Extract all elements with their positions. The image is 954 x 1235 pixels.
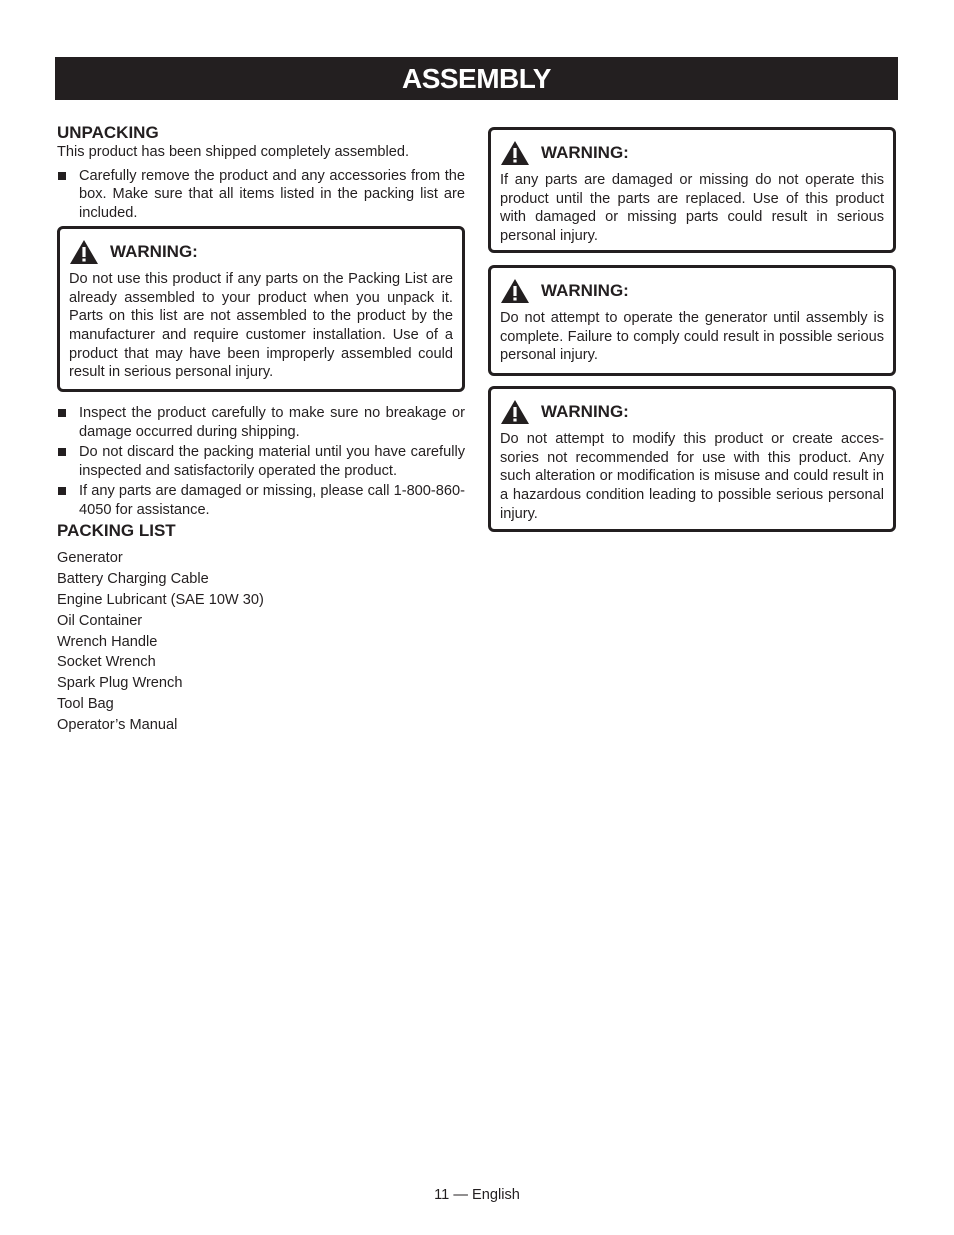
left-column	[57, 123, 465, 736]
unpacking-bullets-after	[57, 404, 465, 520]
page-title: ASSEMBLY	[401, 62, 551, 94]
warning-triangle-icon	[500, 399, 530, 425]
list-item: Wrench Handle	[57, 633, 158, 650]
warning-triangle-icon	[500, 278, 530, 304]
list-item: Inspect the product carefully to make sure no breakage or damage occurred during shipping.	[57, 404, 465, 441]
list-item: Tool Bag	[57, 696, 114, 712]
square-bullet-icon	[58, 409, 66, 417]
list-item: Socket Wrench	[57, 654, 156, 671]
warning-header	[500, 399, 884, 425]
packing-list-heading: PACKING LIST	[57, 521, 176, 541]
warning-title: WARNING:	[541, 402, 629, 421]
warning-text: Do not attempt to operate the generator until assembly is complete. Failure to comply could result in possible serious personal injury.	[500, 310, 884, 364]
list-item: Do not discard the packing material until you have carefully inspected and satisfactorily operated the product.	[57, 443, 465, 480]
list-item: If any parts are damaged or missing, please call 1-800-860-4050 for assistance.	[57, 482, 465, 519]
page-footer: 11 — English	[434, 1187, 520, 1203]
page-title-banner	[55, 57, 898, 100]
warning-title: WARNING:	[541, 143, 629, 162]
warning-triangle-icon	[69, 239, 99, 265]
warning-triangle-icon	[500, 140, 530, 166]
unpacking-bullets-before	[57, 167, 465, 223]
warning-title: WARNING:	[541, 281, 629, 300]
warning-header	[69, 239, 453, 265]
unpacking-heading: UNPACKING	[57, 123, 159, 142]
list-item: Operator’s Manual	[57, 716, 178, 733]
right-column	[488, 127, 896, 532]
list-item: Battery Charging Cable	[57, 571, 209, 588]
square-bullet-icon	[58, 172, 66, 180]
warning-text: If any parts are damaged or missing do not operate this product until the parts are replaced. Use of this product with damaged or missing parts could result in serious personal injury.	[500, 172, 884, 245]
list-item: Carefully remove the product and any accessories from the box. Make sure that all items listed in the packing list are included.	[57, 167, 465, 223]
warning-header	[500, 140, 884, 166]
square-bullet-icon	[58, 448, 66, 456]
warning-box-unpacking	[57, 226, 465, 392]
list-item: Generator	[57, 550, 123, 567]
list-item: Oil Container	[57, 612, 143, 629]
warning-title: WARNING:	[110, 241, 198, 261]
list-item: Spark Plug Wrench	[57, 675, 183, 692]
warning-text: Do not use this product if any parts on the Packing List are already assembled to your product when you unpack it. Parts on this list are not assembled to the product by the manufacturer and require customer installation. Use of a product that may have been improperly assembled could result in serious personal injury.	[69, 270, 453, 381]
warning-header	[500, 278, 884, 304]
packing-list	[57, 548, 465, 735]
warning-box-assembly-complete	[488, 265, 896, 376]
warning-box-modification	[488, 386, 896, 532]
warning-text: Do not attempt to modify this product or create acces-sories not recommended for use with this product. Any such alteration or modification is misuse and could result in a hazardous condition leading to possible serious personal injury.	[500, 431, 884, 522]
list-item: Engine Lubricant (SAE 10W 30)	[57, 592, 264, 609]
square-bullet-icon	[58, 487, 66, 495]
warning-box-damaged-parts	[488, 127, 896, 253]
unpacking-intro: This product has been shipped completely assembled.	[57, 144, 410, 160]
